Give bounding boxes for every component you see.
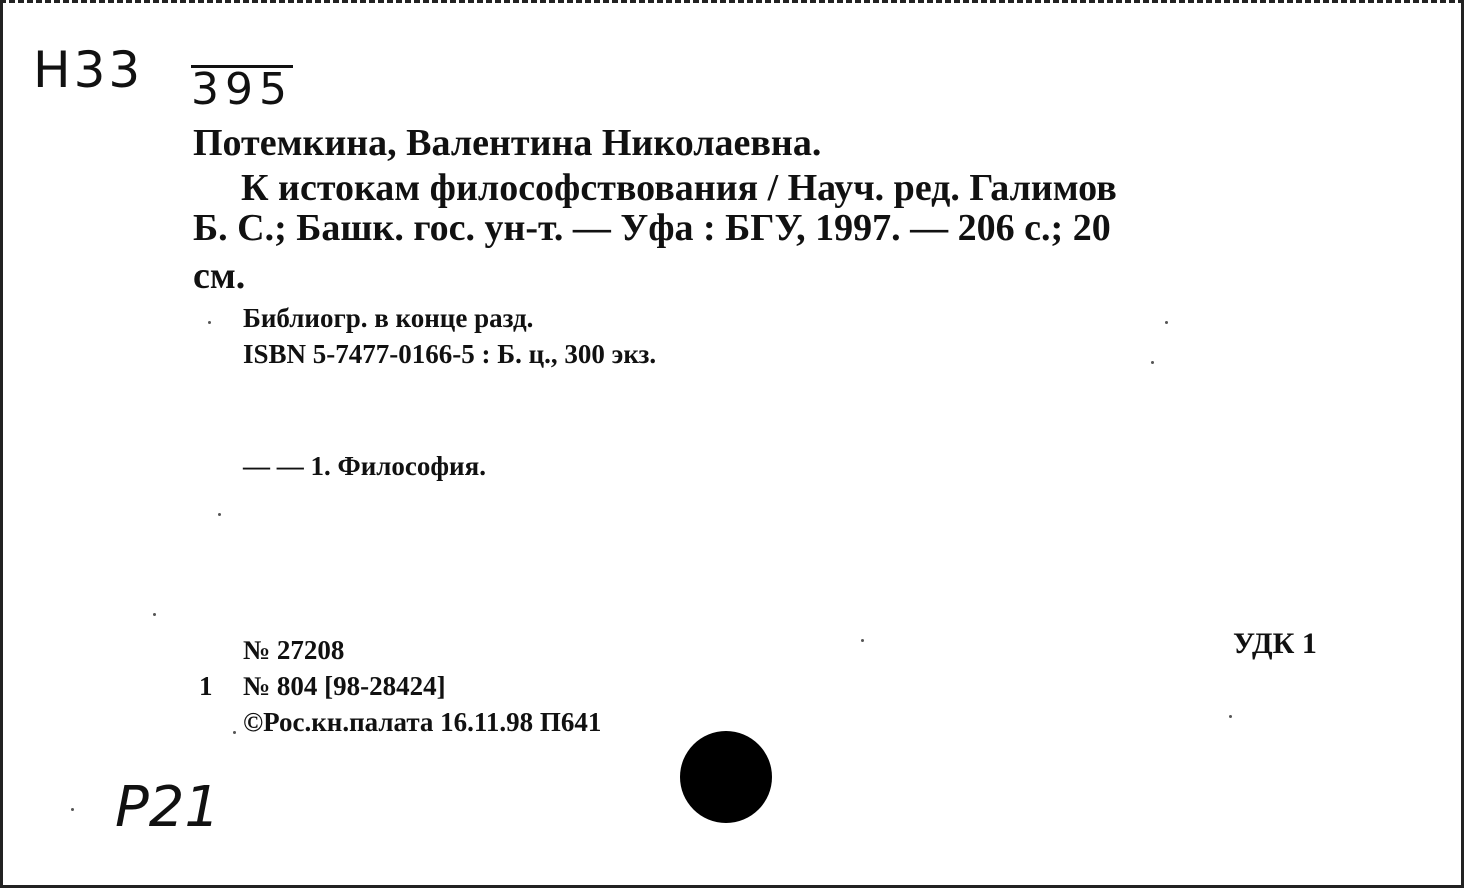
scan-speck — [233, 731, 236, 734]
title-line-2: Б. С.; Башк. гос. ун-т. — Уфа : БГУ, 1997. — 206 с.; 20 — [193, 207, 1111, 249]
bibliography-note: Библиогр. в конце разд. — [243, 303, 534, 333]
isbn-line: ISBN 5-7477-0166-5 : Б. ц., 300 экз. — [243, 339, 657, 369]
registration-number: № 27208 — [243, 635, 345, 665]
scan-speck — [71, 808, 74, 811]
handwritten-note: Р21 — [115, 775, 221, 840]
scan-speck — [1165, 321, 1168, 324]
scan-speck — [1229, 715, 1232, 718]
scan-speck — [1151, 361, 1154, 364]
title-line-1: К истокам философствования / Науч. ред. Галимов — [241, 167, 1117, 209]
cutter-number: 395 — [191, 64, 293, 115]
scan-speck — [153, 613, 156, 616]
udk-code: УДК 1 — [1233, 627, 1317, 660]
scan-speck — [861, 639, 864, 642]
scan-speck — [218, 513, 221, 516]
title-line-3: см. — [193, 255, 246, 297]
copies-count: 1 — [199, 671, 213, 701]
subject-heading: — — 1. Философия. — [243, 451, 486, 481]
punch-hole — [680, 731, 772, 823]
registration-number-2: № 804 [98-28424] — [243, 671, 446, 701]
scan-speck — [208, 321, 211, 324]
author-heading: Потемкина, Валентина Николаевна. — [193, 122, 822, 164]
copyright-line: ©Рос.кн.палата 16.11.98 П641 — [243, 707, 602, 737]
shelf-code: Н33 — [33, 41, 144, 99]
